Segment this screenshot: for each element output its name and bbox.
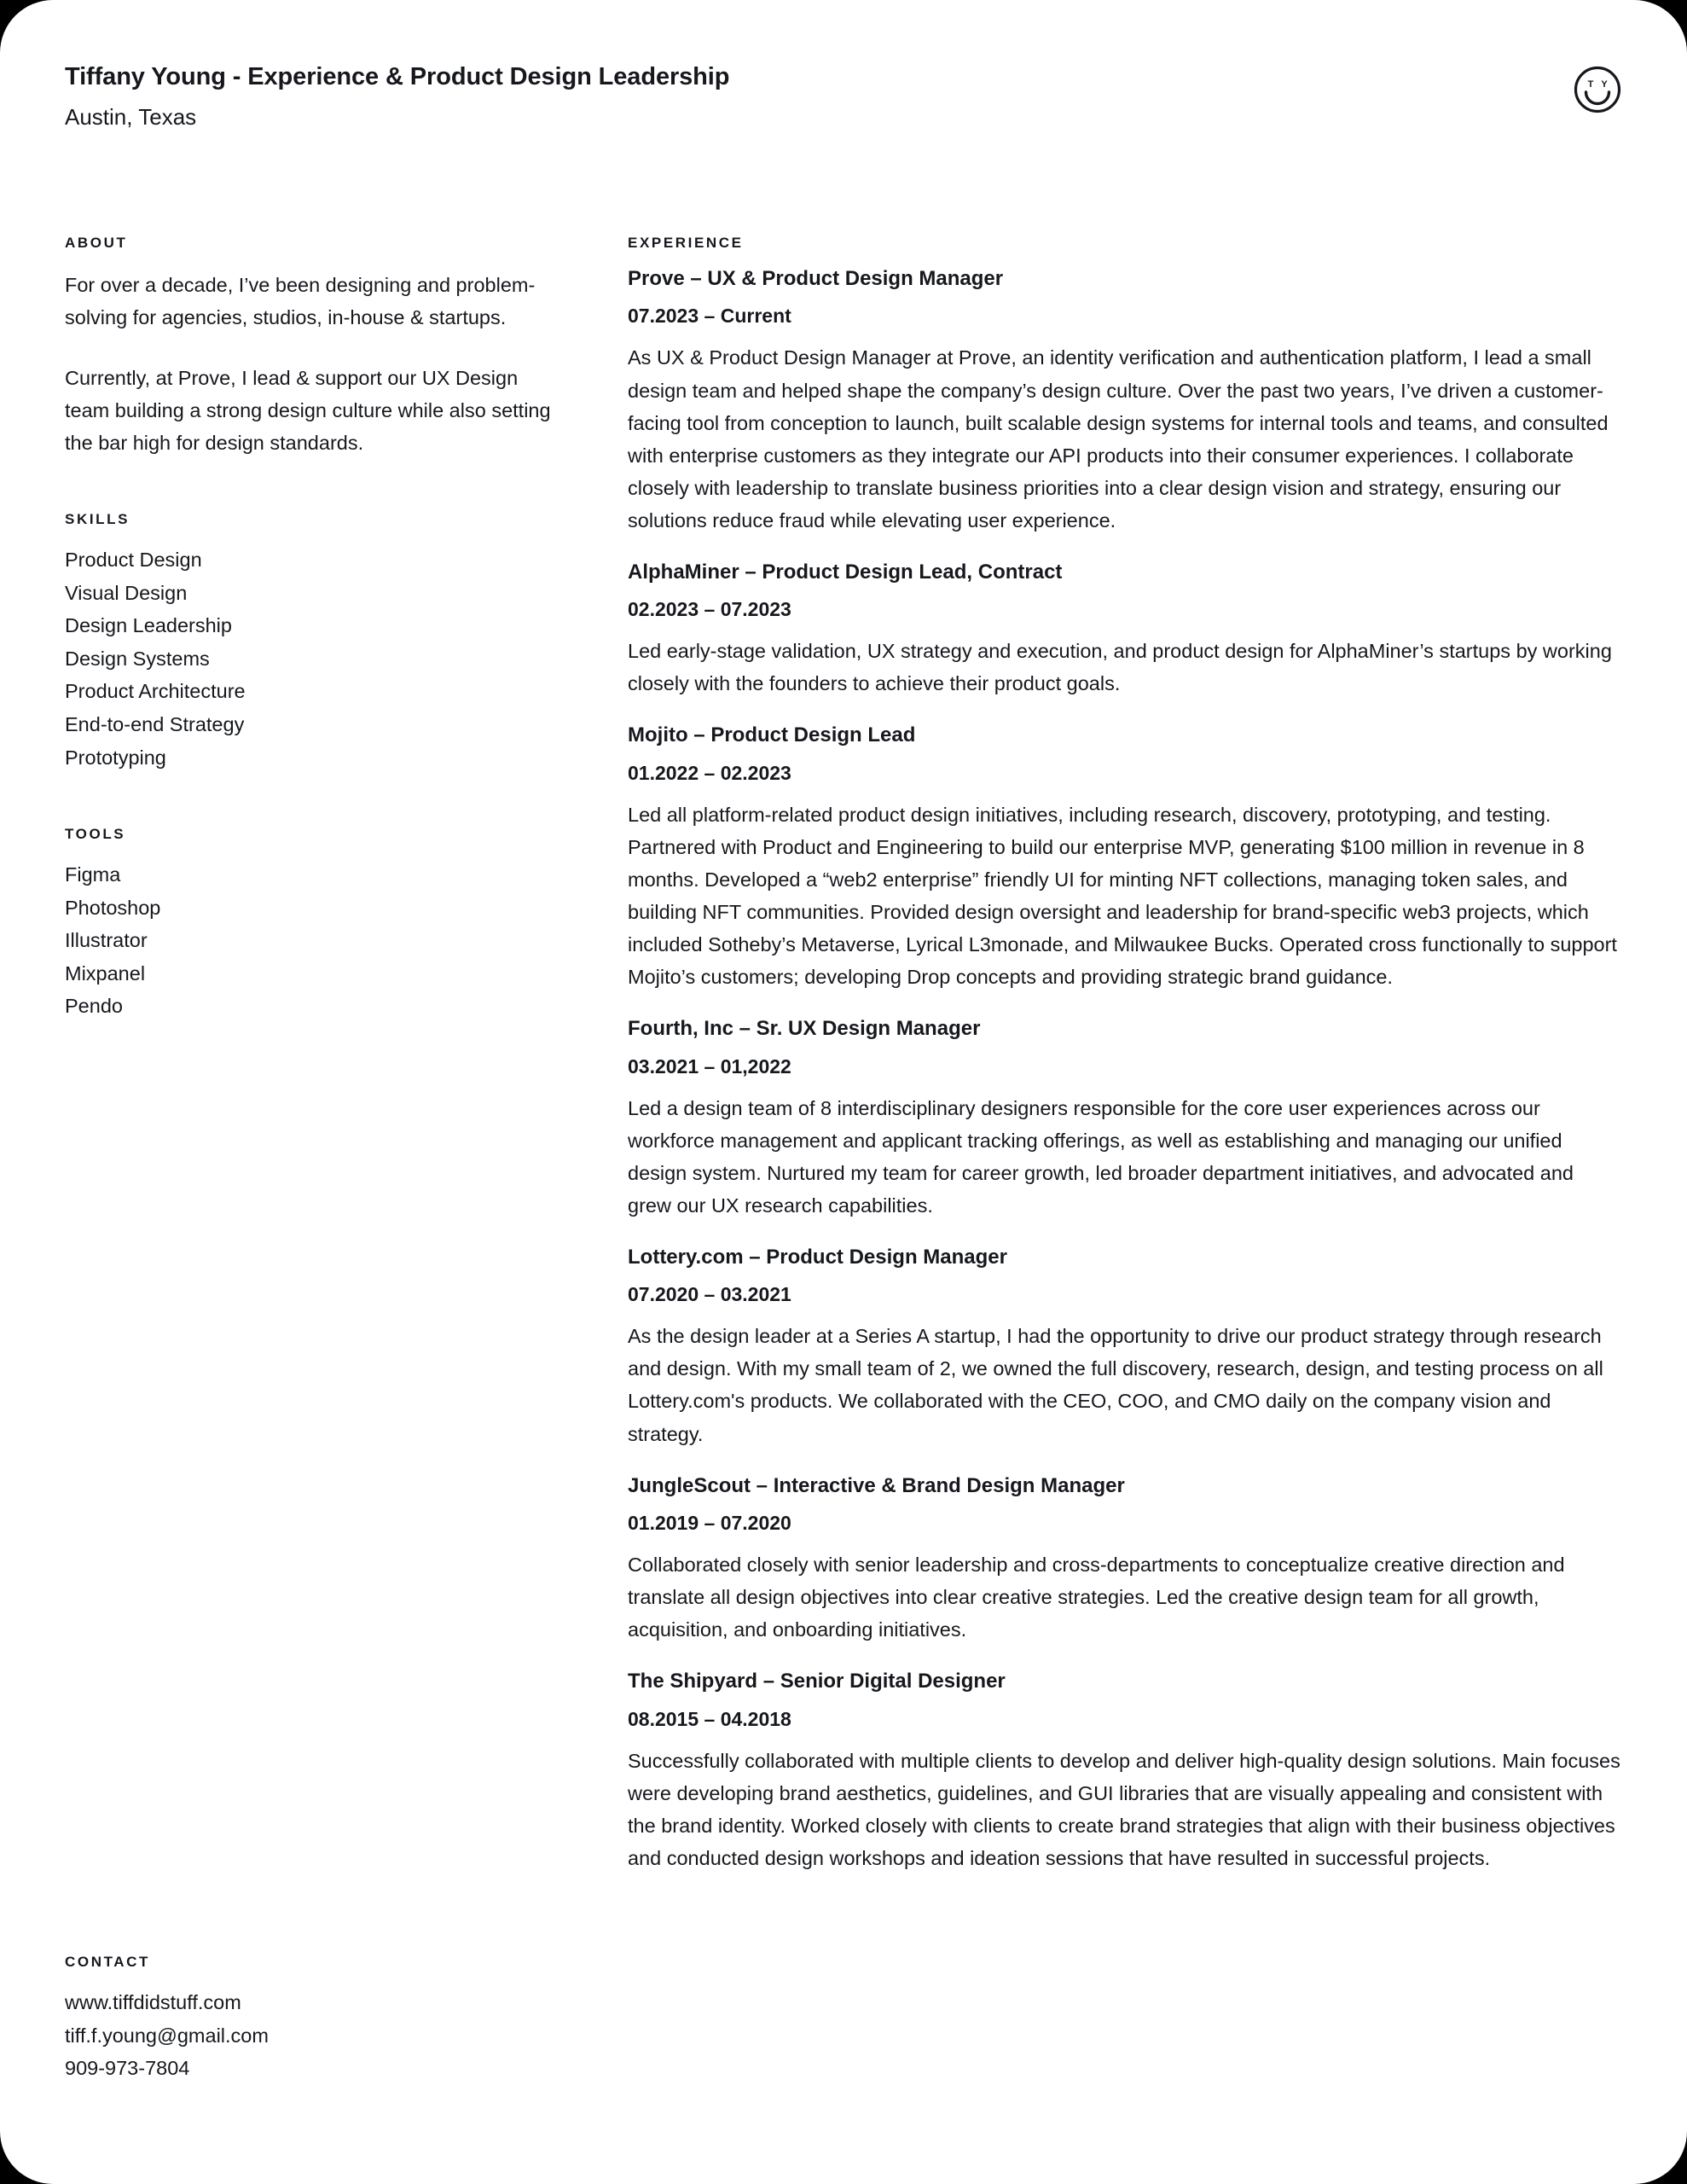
experience-list bbox=[628, 265, 1622, 1874]
list-item: Visual Design bbox=[65, 581, 188, 604]
experience-description: As UX & Product Design Manager at Prove, an identity verification and authentication platform, I lead a small design team and helped shape the company’s design culture. Over the past two years, I’ve driven a customer-facing tool from conception to launch, built scalable design systems for internal tools and teams, and consulted with enterprise customers as they integrate our API products into their consumer experiences. I collaborate closely with leadership to translate business priorities into a clear design vision and strategy, ensuring our solutions reduce fraud while elevating user experience. bbox=[628, 346, 1609, 531]
experience-column bbox=[628, 235, 1622, 1874]
tools-list bbox=[65, 858, 559, 1023]
experience-dates: 08.2015 – 04.2018 bbox=[628, 1707, 791, 1730]
contact-phone[interactable]: 909-973-7804 bbox=[65, 2057, 190, 2080]
svg-text:T: T bbox=[1587, 79, 1594, 90]
tools-section bbox=[65, 827, 559, 1023]
experience-role: AlphaMiner – Product Design Lead, Contract bbox=[628, 560, 1063, 584]
experience-role: Mojito – Product Design Lead bbox=[628, 723, 916, 747]
experience-description: Led all platform-related product design initiatives, including research, discovery, prototyping, and testing. Partnered with Product and Engineering to build our enterprise MVP, generating $100 million in revenue in 8 months. Developed a “web2 enterprise” friendly UI for minting NFT collections, managing token sales, and building NFT communities. Provided design oversight and leadership for brand-specific web3 projects, which included Sotheby’s Metaverse, Lyrical L3monade, and Milwaukee Bucks. Operated cross functionally to support Mojito’s customers; developing Drop concepts and providing strategic brand guidance. bbox=[628, 803, 1617, 989]
list-item: Product Architecture bbox=[65, 680, 246, 703]
experience-entry bbox=[628, 722, 1622, 993]
list-item: Design Systems bbox=[65, 647, 210, 670]
list-item: Design Leadership bbox=[65, 614, 232, 637]
experience-role: Prove – UX & Product Design Manager bbox=[628, 267, 1004, 290]
header-text-group bbox=[65, 61, 1622, 131]
about-section bbox=[65, 235, 559, 459]
skills-list bbox=[65, 543, 559, 774]
skills-section-label: SKILLS bbox=[65, 511, 130, 528]
experience-entry bbox=[628, 1668, 1622, 1874]
experience-dates: 01.2019 – 07.2020 bbox=[628, 1511, 791, 1534]
experience-dates: 03.2021 – 01,2022 bbox=[628, 1054, 791, 1077]
experience-dates: 07.2023 – Current bbox=[628, 305, 791, 328]
sidebar-column bbox=[65, 235, 559, 1023]
list-item: Prototyping bbox=[65, 746, 166, 769]
list-item: Photoshop bbox=[65, 896, 161, 919]
list-item: Pendo bbox=[65, 995, 123, 1018]
tools-section-label: TOOLS bbox=[65, 826, 126, 843]
about-paragraph: Currently, at Prove, I lead & support our UX Design team building a strong design culture while also setting the bar high for design standards. bbox=[65, 367, 551, 455]
page-header bbox=[65, 61, 1622, 155]
experience-description: As the design leader at a Series A startup, I had the opportunity to drive our product strategy through research and design. With my small team of 2, we owned the full discovery, research, design, and testing process on all Lottery.com's products. We collaborated with the CEO, COO, and CMO daily on the company vision and strategy. bbox=[628, 1325, 1603, 1445]
about-paragraphs bbox=[65, 269, 559, 459]
list-item: Figma bbox=[65, 863, 121, 886]
experience-role: Lottery.com – Product Design Manager bbox=[628, 1245, 1007, 1269]
smiley-face-monogram-icon bbox=[1573, 65, 1622, 114]
experience-dates: 02.2023 – 07.2023 bbox=[628, 598, 791, 621]
contact-email[interactable]: tiff.f.young@gmail.com bbox=[65, 2024, 269, 2047]
svg-text:Y: Y bbox=[1601, 79, 1608, 90]
contact-list bbox=[65, 1986, 559, 2085]
list-item: End-to-end Strategy bbox=[65, 712, 245, 735]
content-columns bbox=[0, 235, 1687, 2184]
list-item: Product Design bbox=[65, 549, 202, 572]
experience-entry bbox=[628, 559, 1622, 700]
about-section-label: ABOUT bbox=[65, 235, 128, 251]
experience-role: Fourth, Inc – Sr. UX Design Manager bbox=[628, 1017, 981, 1041]
contact-section-label: CONTACT bbox=[65, 1954, 151, 1970]
contact-website[interactable]: www.tiffdidstuff.com bbox=[65, 1991, 241, 2013]
list-item: Mixpanel bbox=[65, 961, 146, 985]
experience-description: Led early-stage validation, UX strategy and execution, and product design for AlphaMiner’s startups by working closely with the founders to achieve their product goals. bbox=[628, 640, 1612, 695]
experience-entry bbox=[628, 265, 1622, 537]
experience-dates: 01.2022 – 02.2023 bbox=[628, 761, 791, 784]
experience-role: JungleScout – Interactive & Brand Design Manager bbox=[628, 1473, 1125, 1497]
about-paragraph: For over a decade, I’ve been designing and problem-solving for agencies, studios, in-house & startups. bbox=[65, 274, 536, 329]
experience-description: Collaborated closely with senior leadership and cross-departments to conceptualize creative direction and translate all design objectives into clear creative strategies. Led the creative design team for all growth, acquisition, and onboarding initiatives. bbox=[628, 1554, 1565, 1641]
experience-dates: 07.2020 – 03.2021 bbox=[628, 1283, 791, 1306]
location-subtitle: Austin, Texas bbox=[65, 104, 197, 131]
contact-section bbox=[65, 1955, 559, 2085]
experience-section-label: EXPERIENCE bbox=[628, 235, 744, 251]
experience-description: Led a design team of 8 interdisciplinary designers responsible for the core user experiences across our workforce management and applicant tracking offerings, as well as establishing and managing our unified design system. Nurtured my team for career growth, led broader department initiatives, and advocated and grew our UX research capabilities. bbox=[628, 1096, 1574, 1217]
experience-description: Successfully collaborated with multiple clients to develop and deliver high-quality design solutions. Main focuses were developing brand aesthetics, guidelines, and GUI libraries that are visually appealing and consistent with the brand identity. Worked closely with clients to create brand strategies that align with their business objectives and conducted design workshops and ideation sessions that have resulted in successful projects. bbox=[628, 1749, 1620, 1869]
experience-entry bbox=[628, 1244, 1622, 1450]
experience-role: The Shipyard – Senior Digital Designer bbox=[628, 1670, 1006, 1693]
experience-entry bbox=[628, 1015, 1622, 1222]
page-title: Tiffany Young - Experience & Product Design Leadership bbox=[65, 63, 730, 90]
list-item: Illustrator bbox=[65, 929, 148, 952]
skills-section bbox=[65, 512, 559, 774]
experience-entry bbox=[628, 1472, 1622, 1647]
